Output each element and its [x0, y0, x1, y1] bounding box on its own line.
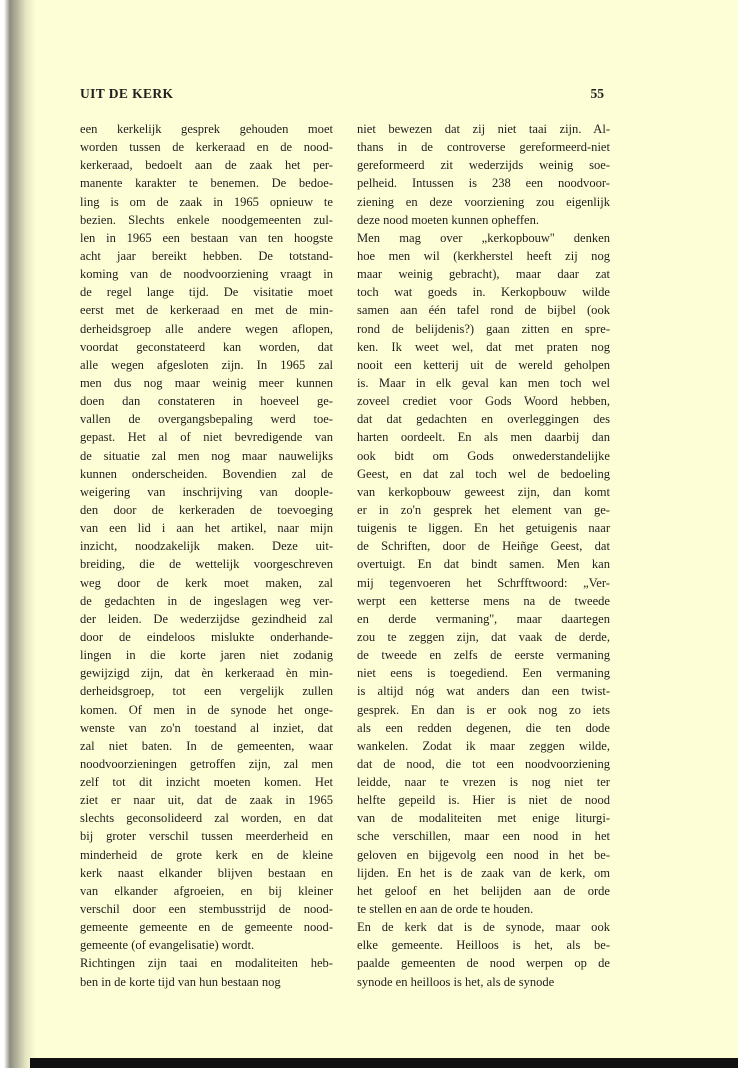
scan-edge-bar	[30, 1058, 738, 1068]
text-line: geloven en bijgevolg een nood in het be-	[357, 847, 610, 862]
text-line: ziet er naar uit, dat de zaak in 1965	[80, 793, 333, 808]
text-line: den door de kerkeraden de toevoeging	[80, 502, 333, 517]
text-line: bezien. Slechts enkele noodgemeenten zul-	[80, 212, 333, 227]
text-line: ook bidt om Gods onwederstandelijke	[357, 448, 610, 463]
text-line: vallen de overgangsbepaling werd toe-	[80, 412, 333, 427]
text-line: bij groter verschil tussen meerderheid en	[80, 829, 333, 844]
right-column	[357, 120, 610, 991]
text-line: Geest, en dat zal toch wel de bedoeling	[357, 466, 610, 481]
text-line: gereformeerd zit wederzijds weinig soe-	[357, 158, 610, 173]
text-line: alle wegen afgesloten zijn. In 1965 zal	[80, 357, 333, 372]
text-line: der leiden. De wederzijdse gezindheid zal	[80, 611, 333, 626]
left-column	[80, 120, 333, 991]
text-line: kunnen onderscheiden. Bovendien zal de	[80, 466, 333, 481]
text-line: mij tegenvoeren het Schrfftwoord: „Ver-	[357, 575, 610, 590]
text-line: nooit een ketterij uit de wereld geholpen	[357, 357, 610, 372]
text-line: de gedachten in de ingeslagen weg ver-	[80, 593, 333, 608]
text-line: ziening en deze voorziening zou eigenlijk	[357, 194, 610, 209]
text-line: lingen in die korte jaren niet zodanig	[80, 648, 333, 663]
text-line: gemeente (of evangelisatie) wordt.	[80, 938, 255, 953]
text-line: len in 1965 een bestaan van ten hoogste	[80, 230, 333, 245]
text-line: gesprek. En dan is er ook nog zo iets	[357, 702, 610, 717]
text-line: zal niet baten. In de gemeenten, waar	[80, 738, 333, 753]
text-line: men dus nog maar weinig meer kunnen	[80, 375, 333, 390]
text-line: ling is om de zaak in 1965 opnieuw te	[80, 194, 333, 209]
text-line: derheidsgroep, tot een vergelijk zullen	[80, 684, 333, 699]
text-line: komen. Of men in de synode het onge-	[80, 702, 333, 717]
text-line: weigering van inschrijving van doople-	[80, 484, 333, 499]
text-line: weg door de kerk moet maken, zal	[80, 575, 333, 590]
text-line: van een lid i aan het artikel, naar mijn	[80, 521, 333, 536]
text-line: derheidsgroep alle andere wegen aflopen,	[80, 321, 333, 336]
text-line: deze nood moeten kunnen opheffen.	[357, 212, 539, 227]
text-line: de situatie zal men nog maar nauwelijks	[80, 448, 333, 463]
text-line: verschil door een stembusstrijd de nood-	[80, 902, 333, 917]
text-line: eerst met de kerkeraad en met de min-	[80, 303, 333, 318]
page-number: 55	[590, 86, 604, 101]
text-line: dat de nood, die tot een noodvoorziening	[357, 756, 610, 771]
text-line: doen dan constateren in hoeveel ge-	[80, 394, 333, 409]
text-line: hoe men wil (kerkherstel heeft zij nog	[357, 248, 610, 263]
text-line: is altijd nóg wat anders dan een twist-	[357, 684, 610, 699]
text-line: elke gemeente. Heilloos is het, als be-	[357, 938, 610, 953]
text-line: de regel lange tijd. De visitatie moet	[80, 285, 333, 300]
text-line: de tweede en zelfs de eerste vermaning	[357, 648, 610, 663]
running-head	[80, 86, 604, 106]
text-line: dat dat gedachten en overleggingen des	[357, 412, 610, 427]
text-line: slechts geconsolideerd zal worden, en dat	[80, 811, 333, 826]
text-line: maar weinig gebracht), maar daar zat	[357, 267, 610, 282]
text-line: zou te zeggen zijn, dat vaak de derde,	[357, 629, 610, 644]
binding-shadow	[0, 0, 36, 1068]
text-line: een kerkelijk gesprek gehouden moet	[80, 122, 333, 136]
text-line: het geloof en het belijden aan de orde	[357, 883, 610, 898]
text-line: zoveel crediet voor Gods Woord hebben,	[357, 394, 610, 409]
text-line: gemeente gemeente en de gemeente nood-	[80, 920, 333, 935]
text-line: ben in de korte tijd van hun bestaan nog	[80, 974, 281, 989]
text-line: er in zo'n gesprek het element van ge-	[357, 502, 610, 517]
text-line: Men mag over „kerkopbouw'' denken	[357, 230, 610, 245]
text-line: rond de belijdenis?) gaan zitten en spre-	[357, 321, 610, 336]
text-line: minderheid de grote kerk en de kleine	[80, 847, 333, 862]
text-line: wenste van zo'n toestand al inziet, dat	[80, 720, 333, 735]
text-line: door de eindeloos mislukte onderhande-	[80, 629, 333, 644]
text-line: manente karakter te benemen. De bedoe-	[80, 176, 333, 191]
text-line: leidde, naar te vrezen is nog niet ter	[357, 775, 610, 790]
text-line: inzicht, noodzakelijk maken. Deze uit-	[80, 539, 333, 554]
text-line: voordat geconstateerd kan worden, dat	[80, 339, 333, 354]
text-line: noodvoorzieningen getroffen zijn, zal men	[80, 756, 333, 771]
text-line: kerk naast elkander blijven bestaan en	[80, 865, 333, 880]
text-line: acht jaar bereikt hebben. De totstand-	[80, 248, 333, 263]
text-line: kerkeraad, bedoelt aan de zaak het per-	[80, 158, 333, 173]
text-line: Richtingen zijn taai en modaliteiten heb-	[80, 956, 333, 971]
text-line: paalde gemeenten de nood werpen op de	[357, 956, 610, 971]
text-line: worden tussen de kerkeraad en de nood-	[80, 140, 333, 155]
text-line: koming van de noodvoorziening vraagt in	[80, 267, 333, 282]
text-line: helfte gepeild is. Hier is niet de nood	[357, 793, 610, 808]
text-line: samen aan één tafel rond de bijbel (ook	[357, 303, 610, 318]
text-line: de Schriften, door de Heiñge Geest, dat	[357, 539, 610, 554]
text-line: en derde vermaning'', maar daartegen	[357, 611, 610, 626]
text-line: van de modaliteiten met enige liturgi-	[357, 811, 610, 826]
text-line: werpt een ketterse mens na de tweede	[357, 593, 610, 608]
text-line: van elkander afgroeien, en bij kleiner	[80, 883, 333, 898]
text-line: te stellen en aan de orde te houden.	[357, 902, 534, 917]
text-line: sche verschillen, maar een nood in het	[357, 829, 610, 844]
text-line: tuigenis te liggen. En het getuigenis naar	[357, 521, 610, 536]
text-line: toch wat goeds in. Kerkopbouw wilde	[357, 285, 610, 300]
text-line: zelf tot dit inzicht moeten komen. Het	[80, 775, 333, 790]
text-line: En de kerk dat is de synode, maar ook	[357, 920, 610, 935]
text-line: ken. Ik weet wel, dat met praten nog	[357, 339, 610, 354]
text-line: breiding, die de wettelijk voorgeschreven	[80, 557, 333, 572]
text-line: overtuigt. En dat bindt samen. Men kan	[357, 557, 610, 572]
running-head-title: UIT DE KERK	[80, 86, 174, 101]
text-line: synode en heilloos is het, als de synode	[357, 974, 555, 989]
text-line: niet eens is toegediend. Een vermaning	[357, 666, 610, 681]
text-line: niet bewezen dat zij niet taai zijn. Al-	[357, 122, 610, 136]
text-line: is. Maar in elk geval kan men toch wel	[357, 375, 610, 390]
text-line: thans in de controverse gereformeerd-niet	[357, 140, 610, 155]
text-line: gepast. Het al of niet bevredigende van	[80, 430, 333, 445]
text-line: gewijzigd zijn, dat èn kerkeraad èn min-	[80, 666, 333, 681]
text-line: lijden. En het is de zaak van de kerk, om	[357, 865, 610, 880]
text-line: pelheid. Intussen is 238 een noodvoor-	[357, 176, 610, 191]
text-line: van kerkopbouw geweest zijn, dan komt	[357, 484, 610, 499]
text-line: wankelen. Zodat ik maar zeggen wilde,	[357, 738, 610, 753]
text-line: als een redden degenen, die ten dode	[357, 720, 610, 735]
text-line: harten oordeelt. En als men daarbij dan	[357, 430, 610, 445]
